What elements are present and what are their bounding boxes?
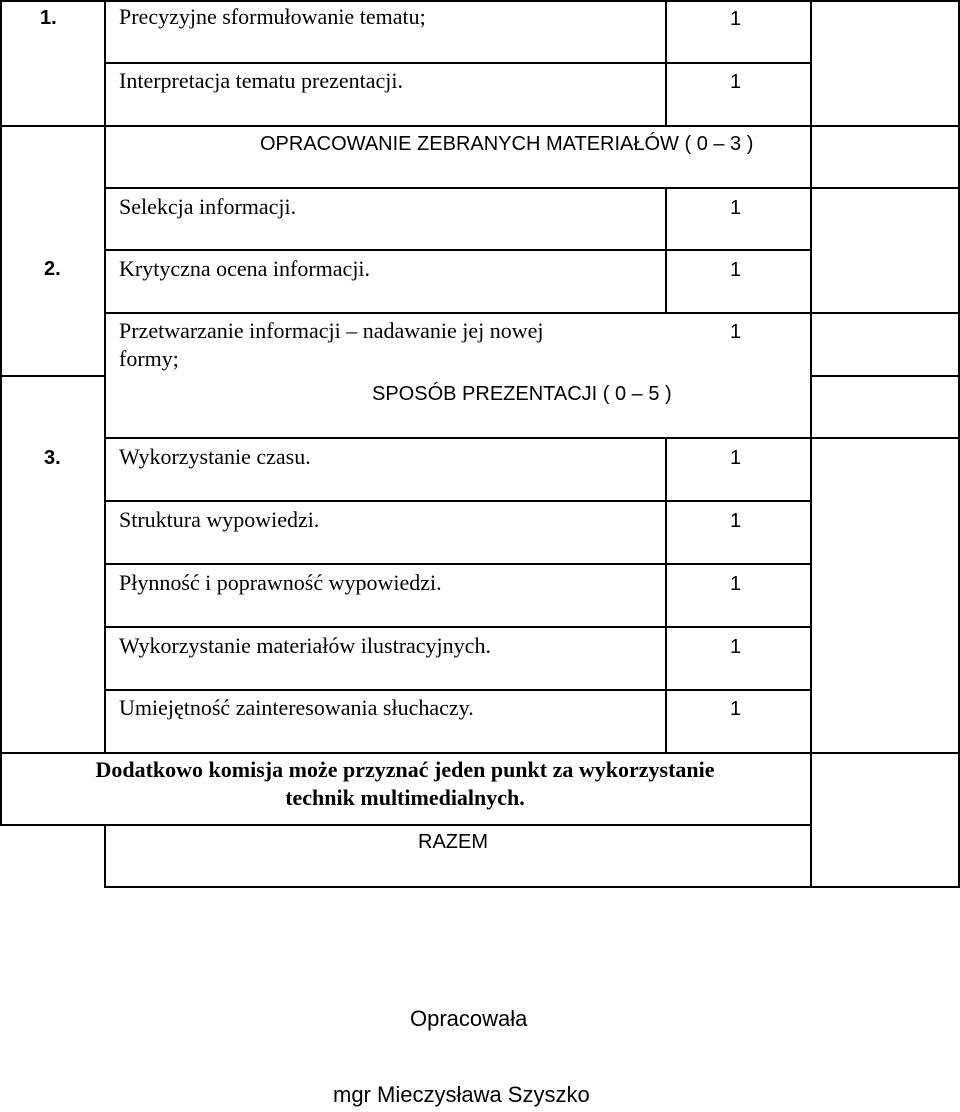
criterion-label: Wykorzystanie materiałów ilustracyjnych. [119, 633, 491, 658]
grid-line [0, 0, 960, 2]
criterion-score: 1 [730, 197, 742, 219]
criterion-score: 1 [730, 510, 742, 532]
grid-line [0, 375, 104, 377]
grid-line [665, 187, 667, 314]
grid-line [104, 249, 810, 251]
grid-line [665, 437, 667, 752]
criterion-label: Interpretacja tematu prezentacji. [119, 68, 403, 93]
grid-line [0, 0, 2, 826]
criterion-label: Precyzyjne sformułowanie tematu; [119, 4, 426, 29]
grid-line [104, 824, 106, 888]
total-label: RAZEM [418, 831, 488, 853]
criterion-label: Płynność i poprawność wypowiedzi. [119, 570, 442, 595]
criterion-label: Selekcja informacji. [119, 194, 297, 219]
grid-line [104, 500, 810, 502]
author-caption: Opracowała [410, 1006, 528, 1031]
bonus-note [2, 756, 808, 812]
section-header: SPOSÓB PREZENTACJI ( 0 – 5 ) [372, 383, 672, 405]
criterion-label: Struktura wypowiedzi. [119, 507, 320, 532]
bonus-note-line: technik multimedialnych. [285, 785, 525, 810]
section-number: 3. [44, 447, 61, 469]
grid-line [104, 0, 106, 752]
grid-line [810, 0, 812, 888]
criterion-score: 1 [730, 573, 742, 595]
grid-line [104, 437, 960, 439]
grid-line [665, 0, 667, 125]
criterion-label: Wykorzystanie czasu. [119, 444, 311, 469]
grid-line [810, 375, 960, 377]
section-number: 1. [40, 7, 57, 29]
grid-line [0, 125, 960, 127]
criterion-label: Umiejętność zainteresowania słuchaczy. [119, 695, 474, 720]
grid-line [104, 62, 810, 64]
criterion-score: 1 [730, 636, 742, 658]
criterion-label-continued: formy; [119, 346, 179, 371]
grid-line [104, 689, 810, 691]
section-number: 2. [44, 258, 61, 280]
grid-line [0, 824, 810, 826]
grid-line [104, 626, 810, 628]
criterion-score: 1 [730, 698, 742, 720]
bonus-note-line: Dodatkowo komisja może przyznać jeden punkt za wykorzystanie [95, 757, 715, 782]
author-name: mgr Mieczysława Szyszko [333, 1082, 590, 1107]
criterion-label: Krytyczna ocena informacji. [119, 256, 371, 281]
criterion-score: 1 [730, 259, 742, 281]
criterion-score: 1 [730, 8, 742, 30]
criterion-label: Przetwarzanie informacji – nadawanie jej nowej [119, 318, 544, 343]
section-header: OPRACOWANIE ZEBRANYCH MATERIAŁÓW ( 0 – 3 ) [260, 133, 754, 155]
criterion-score: 1 [730, 71, 742, 93]
criterion-score: 1 [730, 447, 742, 469]
grid-line [104, 563, 810, 565]
grid-line [104, 312, 960, 314]
grid-line [0, 752, 960, 754]
criterion-score: 1 [730, 321, 742, 343]
grid-line [104, 187, 960, 189]
grid-line [104, 886, 960, 888]
